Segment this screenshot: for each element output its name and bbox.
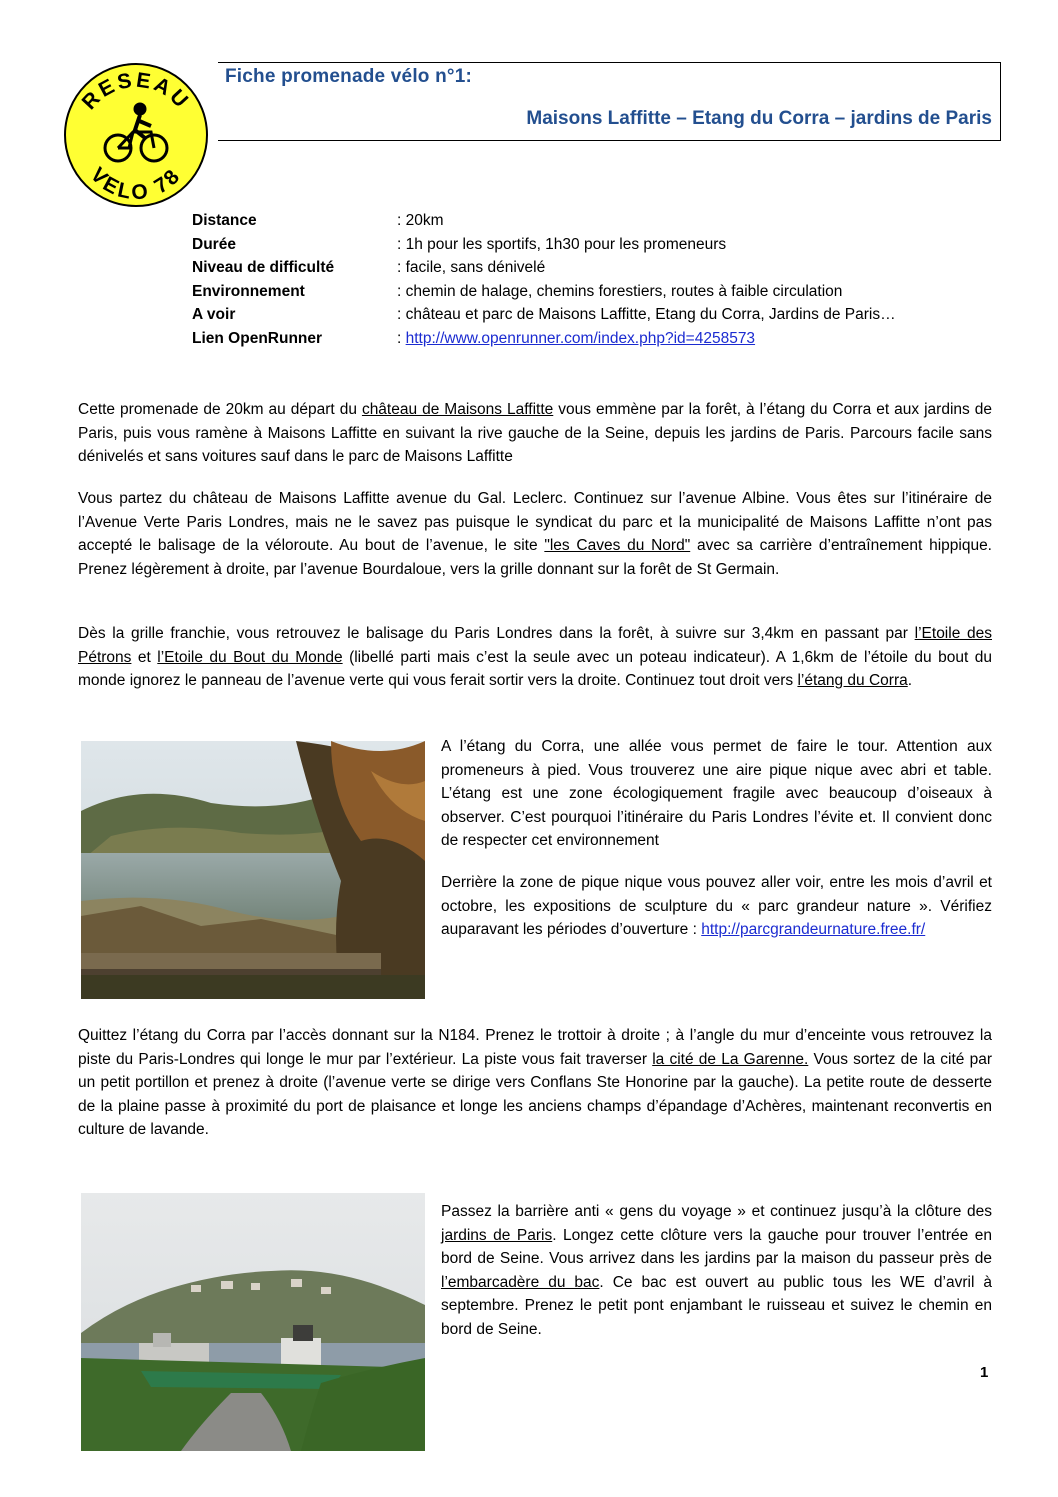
svg-text:RESEAU: RESEAU: [77, 68, 195, 115]
cite-la-garenne-link[interactable]: la cité de La Garenne.: [652, 1050, 809, 1068]
text-span: . Longez cette clôture vers la gauche pour trouver l’entrée en bord de Seine. Vous arrivez dans les jardins par la maison du passeur près de: [441, 1226, 993, 1267]
etang-du-corra-photo: [81, 741, 425, 999]
openrunner-link[interactable]: http://www.openrunner.com/index.php?id=4258573: [405, 329, 756, 347]
info-row: [192, 209, 896, 233]
info-label: Durée: [192, 235, 236, 253]
etoile-petrons-link[interactable]: l’Etoile des Pétrons: [78, 625, 992, 666]
paragraph-etang: A l’étang du Corra, une allée vous permet de faire le tour. Attention aux promeneurs à pied. Vous trouverez une aire pique nique avec abri et table. L’étang est une zone écologiquement fragile avec beaucoup d’oiseaux à observer. C’est pourquoi l’itinéraire du Paris Londres l’évite et. Il convient donc de respecter cet environnement: [441, 738, 992, 849]
page-title: Fiche promenade vélo n°1:: [225, 66, 472, 87]
info-row: [192, 256, 896, 280]
info-label: Environnement: [192, 282, 305, 300]
info-row: [192, 233, 896, 257]
text-span: . Ce bac est ouvert au public tous les WE d’avril à septembre. Prenez le petit pont enjambant le ruisseau et suivez le chemin en bord de Seine.: [441, 1273, 992, 1338]
paragraph-jardins: [441, 1200, 992, 1341]
info-value: : 20km: [397, 212, 444, 229]
paragraph-garenne: [78, 1024, 992, 1142]
text-span: Vous sortez de la cité par un petit portillon et prenez à droite (l’avenue verte se dirige vers Conflans Ste Honorine par la gauche). La petite route de desserte de la plaine passe à proximité du port de plaisance et longe les anciens champs d’épandage d’Achères, maintenant reconvertis en culture de lavande.: [78, 1050, 992, 1138]
info-label: Lien OpenRunner: [192, 329, 323, 347]
page-subtitle: Maisons Laffitte – Etang du Corra – jardins de Paris: [526, 108, 992, 129]
embarcadere-du-bac-photo: [81, 1193, 425, 1451]
info-row: [192, 280, 896, 304]
parcgrandeurnature-link[interactable]: http://parcgrandeurnature.free.fr/: [701, 921, 926, 938]
info-label: Niveau de difficulté: [192, 259, 335, 276]
chateau-link[interactable]: château de Maisons Laffitte: [361, 401, 554, 418]
text-span: vous emmène par la forêt, à l’étang du Corra et aux jardins de Paris, puis vous ramène à Maisons Laffitte en suivant la rive gauche de la Seine, depuis les jardins de Paris. Parcours facile sans dénivelés et sans voitures sauf dans le parc de Maisons Laffitte: [78, 401, 992, 465]
info-value: : château et parc de Maisons Laffitte, Etang du Corra, Jardins de Paris…: [397, 306, 896, 323]
text-span: .: [907, 672, 913, 689]
info-row: [192, 303, 896, 327]
text-span: Derrière la zone de pique nique vous pouvez aller voir, entre les mois d’avril et octobre, les expositions de sculpture du « parc grandeur nature ». Vérifiez auparavant les périodes d’ouverture :: [441, 874, 992, 938]
text-span: et: [131, 648, 158, 666]
intro-paragraph: [78, 398, 992, 469]
reseau-velo-78-logo: [63, 62, 209, 208]
info-value: : facile, sans dénivelé: [397, 259, 546, 276]
text-span: Passez la barrière anti « gens du voyage » et continuez jusqu’à la clôture des: [441, 1203, 992, 1220]
etoile-bout-du-monde-link[interactable]: l’Etoile du Bout du Monde: [157, 648, 343, 666]
route-info: [192, 209, 896, 350]
info-prefix: :: [397, 329, 406, 347]
paragraph-depart: [78, 487, 992, 581]
svg-text:VELO 78: VELO 78: [85, 163, 187, 205]
info-row-openrunner: [192, 327, 896, 351]
text-span: Quittez l’étang du Corra par l’accès donnant sur la N184. Prenez le trottoir à droite ; à l’angle du mur d’enceinte vous retrouvez la piste du Paris-Londres qui longe le mur par l’extérieur. La piste vous fait traverser: [78, 1027, 992, 1068]
page-number: 1: [980, 1364, 989, 1381]
info-label: Distance: [192, 212, 257, 229]
text-span: Cette promenade de 20km au départ du: [78, 401, 362, 418]
info-label: A voir: [192, 306, 236, 323]
jardins-de-paris-link[interactable]: jardins de Paris: [441, 1226, 553, 1244]
text-span: Vous partez du château de Maisons Laffitte avenue du Gal. Leclerc. Continuez sur l’avenue Albine. Vous êtes sur l’itinéraire de l’Avenue Verte Paris Londres, mais ne le savez pas puisque le syndicat du parc et la municipalité de Maisons Laffitte n’ont pas accepté le balisage de la véloroute. Au bout de l’avenue, le site: [78, 490, 992, 554]
text-span: (libellé parti mais c’est la seule avec un poteau indicateur). A 1,6km de l’étoile du bout du monde ignorez le panneau de l’avenue verte qui vous ferait sortir vers la droite. Continuez tout droit vers: [78, 648, 992, 689]
text-span: Dès la grille franchie, vous retrouvez le balisage du Paris Londres dans la forêt, à suivre sur 3,4km en passant par: [78, 625, 915, 642]
etang-du-corra-link[interactable]: l’étang du Corra: [797, 672, 908, 689]
caves-du-nord-link[interactable]: "les Caves du Nord": [544, 537, 691, 554]
paragraph-foret: [78, 622, 992, 693]
text-span: avec sa carrière d’entraînement hippique. Prenez légèrement à droite, par l’avenue Bourdaloue, vers la grille donnant sur la forêt de St Germain.: [78, 537, 992, 578]
paragraph-sculpture: [441, 871, 992, 942]
embarcadere-link[interactable]: l’embarcadère du bac: [441, 1273, 600, 1291]
info-value: : chemin de halage, chemins forestiers, routes à faible circulation: [397, 282, 843, 300]
info-value: : 1h pour les sportifs, 1h30 pour les promeneurs: [397, 235, 727, 253]
